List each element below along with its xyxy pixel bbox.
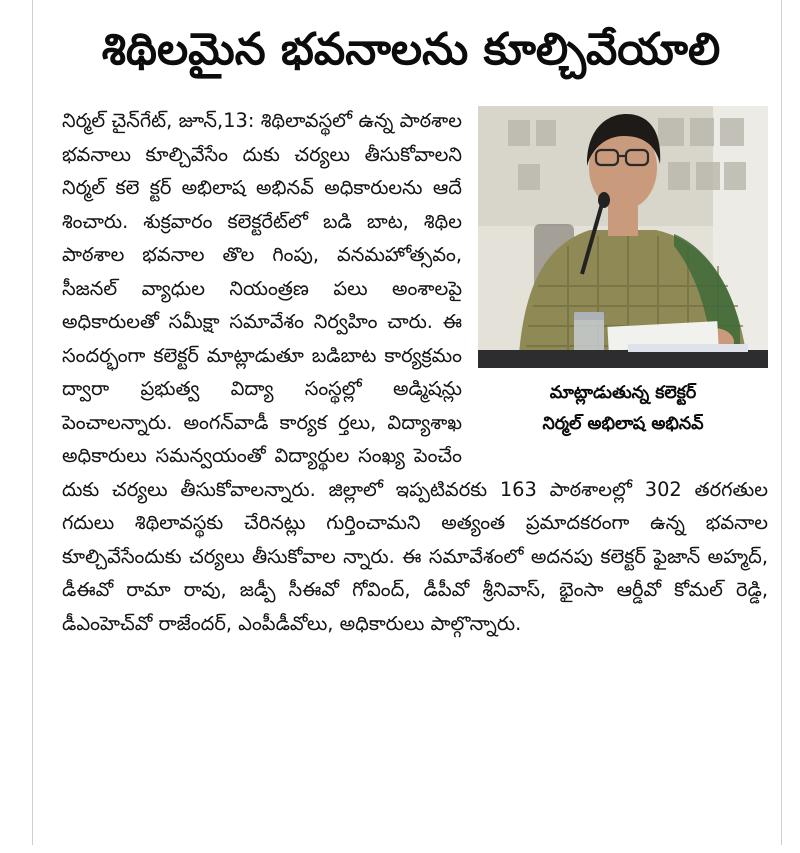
collector-photo [478, 106, 768, 368]
caption-line-1: మాట్లాడుతున్న కలెక్టర్ [549, 383, 697, 403]
column-rule-right [781, 0, 782, 845]
photo-caption [478, 368, 768, 440]
collector-photo-illustration [478, 106, 768, 368]
photo-block [478, 106, 768, 440]
headline: శిథిలమైన భవనాలను కూల్చివేయాలి [101, 24, 721, 75]
article [62, 104, 768, 640]
column-rule-left [32, 0, 33, 845]
caption-line-2: నిర్మల్ అభిలాష అభినవ్ [542, 414, 704, 434]
article-body: నిర్మల్ చైన్‌గేట్, జూన్,13: శిథిలావస్థలో ఉన్న పాఠశాల భవనాలు కూల్చివేసేం దుకు చర్యలు తీసుకోవాలని నిర్మల్ కలె క్టర్ అభిలాష అభినవ్ అధికారులను ఆదే శించారు. శుక్రవారం కలెక్టరేట్‌లో బడి బాట, శిథిల పాఠశాల భవనాల తొల గింపు, వనమహోత్సవం, సీజనల్ వ్యాధుల నియంత్రణ పలు అంశాలపై అధికారులతో సమీక్షా సమావేశం నిర్వహిం చారు. ఈ సందర్భంగా కలెక్టర్ మాట్లాడుతూ బడిబాట కార్యక్రమం ద్వారా ప్రభుత్వ విద్యా సంస్థల్లో అడ్మిషన్లు పెంచాలన్నారు. అంగన్‌వాడీ కార్యక ర్తలు, విద్యాశాఖ అధికారులు సమన్వయంతో విద్యార్థుల సంఖ్య పెంచేం దుకు చర్యలు తీసుకోవాలన్నారు. జిల్లాలో ఇప్పటివరకు 163 పాఠశాలల్లో 302 తరగతుల గదులు శిథిలావస్థకు చేరినట్లు గుర్తించామని అత్యంత ప్రమాదకరంగా ఉన్న భవనాల కూల్చివేసేందుకు చర్యలు తీసుకోవాల న్నారు. ఈ సమావేశంలో అదనపు కలెక్టర్ ఫైజాన్ అహ్మద్, డీఈవో రామా రావు, జడ్పీ సీఈవో గోవింద్, డీపీవో శ్రీనివాస్, భైంసా ఆర్డీవో కోమల్ రెడ్డి, డీఎంహెచ్‌వో రాజేందర్, ఎంపీడీవోలు, అధికారులు పాల్గొన్నారు. [62, 109, 768, 635]
